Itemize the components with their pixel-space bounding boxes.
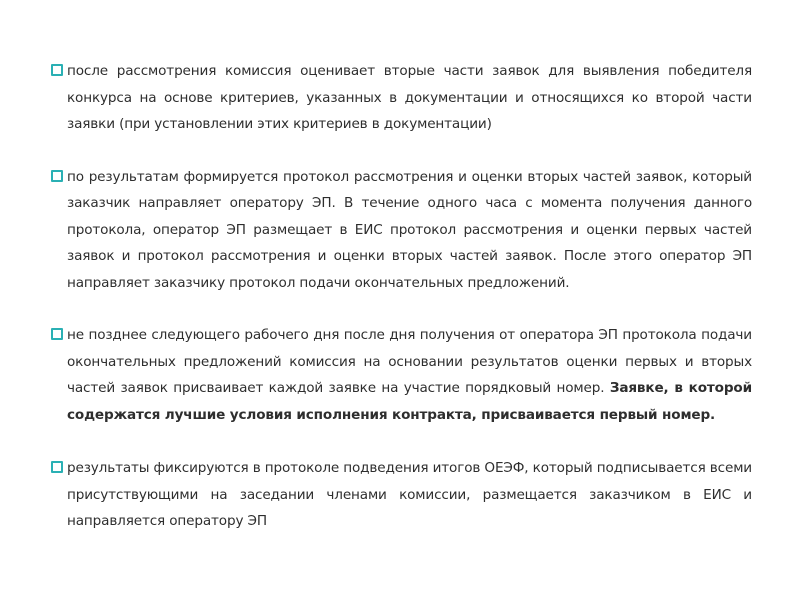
bullet-text-regular: по результатам формируется протокол рассмотрения и оценки вторых частей заявок, который заказчик направляет оператору ЭП. В течение одного часа с момента получения данного протокола, оператор ЭП размещает в ЕИС протокол рассмотрения и оценки первых частей заявок и протокол рассмотрения и оценки вторых частей заявок. После этого оператор ЭП направляет заказчику протокол подачи окончательных предложений. — [67, 168, 752, 291]
bullet-text — [67, 455, 752, 535]
bullet-item-3 — [50, 322, 752, 428]
bullet-text — [67, 322, 752, 428]
square-bullet-icon — [51, 461, 63, 473]
square-bullet-icon — [51, 328, 63, 340]
bullet-text-regular: не позднее следующего рабочего дня после дня получения от оператора ЭП протокола подачи окончательных предложений комиссия на основании результатов оценки первых и вторых частей заявок присваивает каждой заявке на участие порядковый номер. — [67, 327, 752, 396]
bullet-text — [67, 164, 752, 297]
bullet-text-regular: после рассмотрения комиссия оценивает вторые части заявок для выявления победителя конкурса на основе критериев, указанных в документации и относящихся ко второй части заявки (при установлении этих критериев в документации) — [67, 63, 752, 132]
square-bullet-icon — [51, 170, 63, 182]
bullet-text-bold: Заявке, в которой содержатся лучшие условия исполнения контракта, присваивается первый номер. — [67, 380, 752, 423]
bullet-text-regular: результаты фиксируются в протоколе подведения итогов ОЕЭФ, который подписывается всеми присутствующими на заседании членами комиссии, размещается заказчиком в ЕИС и направляется оператору ЭП — [67, 460, 752, 529]
square-bullet-icon — [51, 64, 63, 76]
bullet-text — [67, 58, 752, 138]
bullet-item-2 — [50, 164, 752, 297]
bullet-list — [50, 58, 752, 535]
bullet-item-4 — [50, 455, 752, 535]
bullet-item-1 — [50, 58, 752, 138]
